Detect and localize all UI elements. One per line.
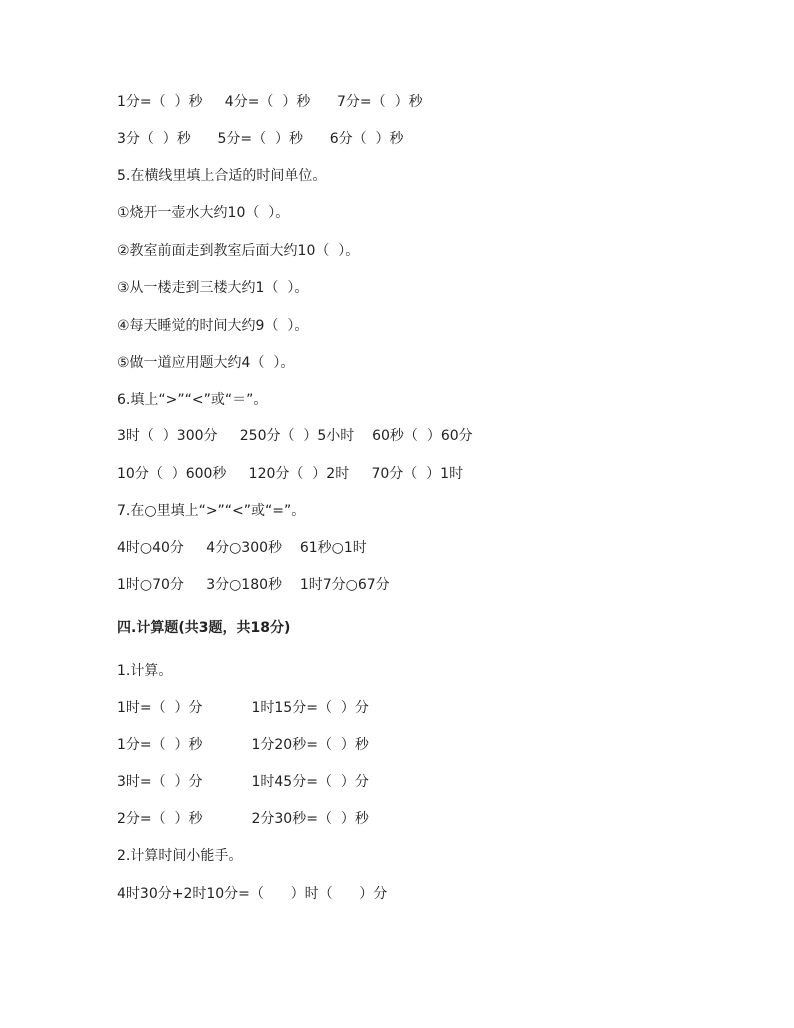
question-7-row-1: 4时○40分 4分○300秒 61秒○1时 xyxy=(117,540,367,556)
question-6-row-1: 3时（ ）300分 250分（ ）5小时 60秒（ ）60分 xyxy=(117,428,473,444)
question-5-item-5: ⑤做一道应用题大约4（ ）。 xyxy=(117,355,295,371)
conversion-row-1: 1分=（ ）秒 4分=（ ）秒 7分=（ ）秒 xyxy=(117,94,423,110)
question-5-title: 5.在横线里填上合适的时间单位。 xyxy=(117,168,327,184)
calc-1-title: 1.计算。 xyxy=(117,663,173,679)
question-6-row-2: 10分（ ）600秒 120分（ ）2时 70分（ ）1时 xyxy=(117,466,464,482)
calc-2-row-1: 4时30分+2时10分=（ ）时（ ）分 xyxy=(117,886,388,902)
section-4-heading: 四.计算题(共3题，共18分) xyxy=(117,620,291,636)
conversion-row-2: 3分（ ）秒 5分=（ ）秒 6分（ ）秒 xyxy=(117,131,404,147)
calc-1-row-4: 2分=（ ）秒 2分30秒=（ ）秒 xyxy=(117,811,369,827)
question-7-row-2: 1时○70分 3分○180秒 1时7分○67分 xyxy=(117,577,390,593)
question-5-item-4: ④每天睡觉的时间大约9（ ）。 xyxy=(117,318,309,334)
calc-1-row-1: 1时=（ ）分 1时15分=（ ）分 xyxy=(117,700,369,716)
question-6-title: 6.填上“>”“<”或“＝”。 xyxy=(117,392,268,408)
question-5-item-3: ③从一楼走到三楼大约1（ ）。 xyxy=(117,280,309,296)
calc-2-title: 2.计算时间小能手。 xyxy=(117,848,243,864)
question-5-item-2: ②教室前面走到教室后面大约10（ ）。 xyxy=(117,243,360,259)
calc-1-row-2: 1分=（ ）秒 1分20秒=（ ）秒 xyxy=(117,737,369,753)
question-5-item-1: ①烧开一壶水大约10（ ）。 xyxy=(117,205,290,221)
calc-1-row-3: 3时=（ ）分 1时45分=（ ）分 xyxy=(117,774,369,790)
question-7-title: 7.在○里填上“>”“<”或“=”。 xyxy=(117,503,306,519)
